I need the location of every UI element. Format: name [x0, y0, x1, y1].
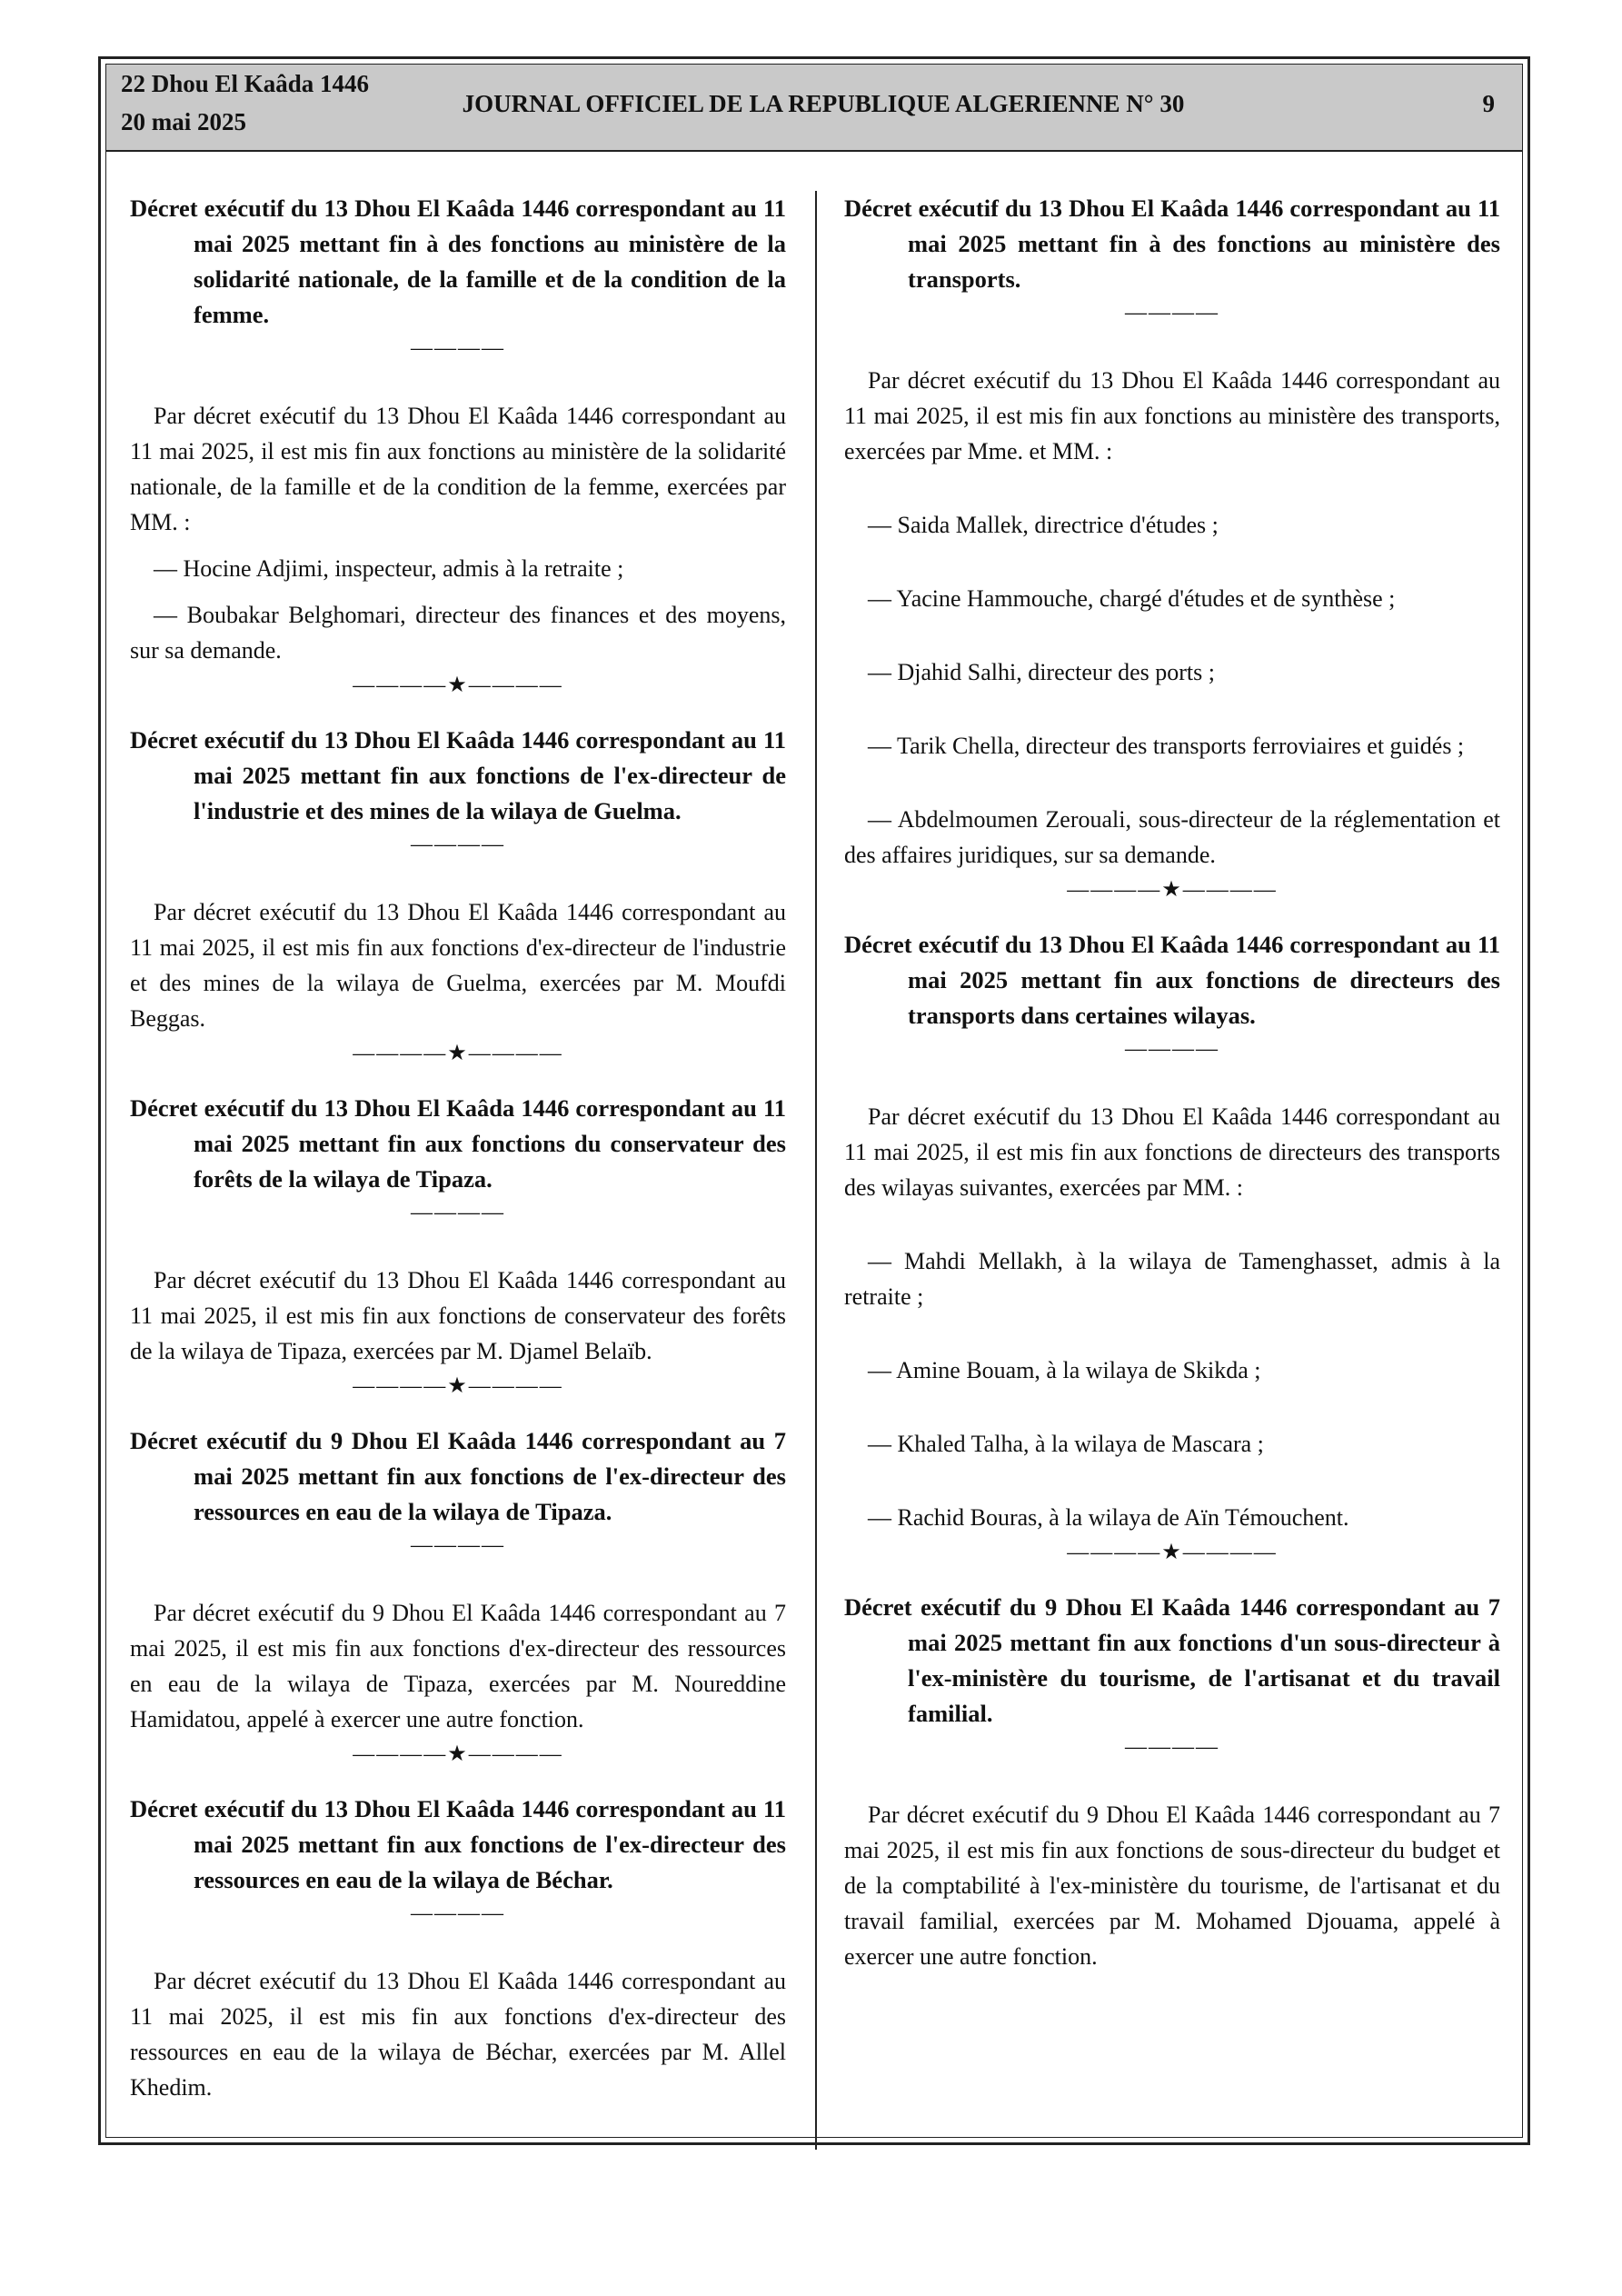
decree-body: Par décret exécutif du 9 Dhou El Kaâda 1446 correspondant au 7 mai 2025, il est mis fin aux fonctions de sous-directeur du budget et de la comptabilité à l'ex-ministère du tourisme, de l'artisanat et du travail familial, exercées par M. Mohamed Djouama, appelé à exercer une autre fonction.	[844, 1802, 1500, 1970]
list-item: — Saida Mallek, directrice d'études ;	[868, 512, 1219, 538]
star-separator: ————★————	[1067, 878, 1278, 902]
decree-title: Décret exécutif du 13 Dhou El Kaâda 1446 correspondant au 11 mai 2025 mettant fin aux fonctions de directeurs des transports dans certaines wilayas.	[844, 931, 1500, 1029]
star-separator: ————★————	[353, 674, 563, 697]
short-separator: ————	[1125, 1037, 1219, 1061]
decree-solidarite	[130, 191, 786, 699]
decree-tipaza-forets	[130, 1091, 786, 1400]
decree-body: Par décret exécutif du 13 Dhou El Kaâda 1446 correspondant au 11 mai 2025, il est mis fin aux fonctions au ministère de la solidarité nationale, de la famille et de la condition de la femme, exercées par MM. :	[130, 403, 786, 535]
decree-title: Décret exécutif du 13 Dhou El Kaâda 1446 correspondant au 11 mai 2025 mettant fin à des fonctions au ministère de la solidarité nationale, de la famille et de la condition de la femme.	[130, 195, 786, 328]
decree-body: Par décret exécutif du 13 Dhou El Kaâda 1446 correspondant au 11 mai 2025, il est mis fin aux fonctions d'ex-directeur des ressources en eau de la wilaya de Béchar, exercées par M. Allel Khedim.	[130, 1968, 786, 2101]
decree-body: Par décret exécutif du 9 Dhou El Kaâda 1446 correspondant au 7 mai 2025, il est mis fin aux fonctions d'ex-directeur des ressources en eau de la wilaya de Tipaza, exercées par M. Noureddine Hamidatou, appelé à exercer une autre fonction.	[130, 1600, 786, 1732]
decree-body: Par décret exécutif du 13 Dhou El Kaâda 1446 correspondant au 11 mai 2025, il est mis fin aux fonctions de conservateur des forêts de la wilaya de Tipaza, exercées par M. Djamel Belaïb.	[130, 1267, 786, 1364]
decree-tourisme	[844, 1590, 1500, 1974]
decree-title: Décret exécutif du 9 Dhou El Kaâda 1446 correspondant au 7 mai 2025 mettant fin aux fonctions de l'ex-directeur des ressources en eau de la wilaya de Tipaza.	[130, 1427, 786, 1525]
list-item: — Amine Bouam, à la wilaya de Skikda ;	[868, 1357, 1261, 1383]
star-separator: ————★————	[353, 1042, 563, 1065]
decree-body: Par décret exécutif du 13 Dhou El Kaâda 1446 correspondant au 11 mai 2025, il est mis fin aux fonctions de directeurs des transports des wilayas suivantes, exercées par MM. :	[844, 1103, 1500, 1201]
list-item: — Tarik Chella, directeur des transports ferroviaires et guidés ;	[868, 733, 1465, 759]
list-item: — Djahid Salhi, directeur des ports ;	[868, 659, 1215, 685]
list-item: — Khaled Talha, à la wilaya de Mascara ;	[868, 1431, 1264, 1457]
list-item: — Boubakar Belghomari, directeur des finances et des moyens, sur sa demande.	[130, 602, 786, 664]
decree-title: Décret exécutif du 13 Dhou El Kaâda 1446 correspondant au 11 mai 2025 mettant fin à des fonctions au ministère des transports.	[844, 195, 1500, 293]
left-column	[130, 191, 786, 2105]
star-separator: ————★————	[353, 1742, 563, 1766]
star-separator: ————★————	[1067, 1541, 1278, 1564]
list-item: — Hocine Adjimi, inspecteur, admis à la retraite ;	[154, 555, 624, 582]
short-separator: ————	[1125, 1735, 1219, 1759]
decree-directeurs-transports	[844, 927, 1500, 1566]
list-item: — Rachid Bouras, à la wilaya de Aïn Témouchent.	[868, 1504, 1349, 1531]
journal-title: JOURNAL OFFICIEL DE LA REPUBLIQUE ALGERIENNE N° 30	[462, 90, 1185, 117]
page-number: 9	[1482, 90, 1495, 117]
decree-tipaza-eau	[130, 1423, 786, 1768]
decree-title: Décret exécutif du 13 Dhou El Kaâda 1446 correspondant au 11 mai 2025 mettant fin aux fonctions du conservateur des forêts de la wilaya de Tipaza.	[130, 1094, 786, 1193]
short-separator: ————	[1125, 301, 1219, 324]
decree-title: Décret exécutif du 13 Dhou El Kaâda 1446 correspondant au 11 mai 2025 mettant fin aux fonctions de l'ex-directeur de l'industrie et des mines de la wilaya de Guelma.	[130, 726, 786, 824]
decree-bechar-eau	[130, 1792, 786, 2105]
decree-title: Décret exécutif du 9 Dhou El Kaâda 1446 correspondant au 7 mai 2025 mettant fin aux fonctions d'un sous-directeur à l'ex-ministère du tourisme, de l'artisanat et du travail familial.	[844, 1593, 1500, 1727]
list-item: — Mahdi Mellakh, à la wilaya de Tamenghasset, admis à la retraite ;	[844, 1248, 1500, 1310]
star-separator: ————★————	[353, 1374, 563, 1398]
decree-body: Par décret exécutif du 13 Dhou El Kaâda 1446 correspondant au 11 mai 2025, il est mis fin aux fonctions d'ex-directeur de l'industrie et des mines de la wilaya de Guelma, exercées par M. Moufdi Beggas.	[130, 899, 786, 1032]
short-separator: ————	[411, 1533, 505, 1557]
short-separator: ————	[411, 336, 505, 360]
decree-title: Décret exécutif du 13 Dhou El Kaâda 1446 correspondant au 11 mai 2025 mettant fin aux fonctions de l'ex-directeur des ressources en eau de la wilaya de Béchar.	[130, 1795, 786, 1893]
right-column	[844, 191, 1500, 1974]
column-divider	[815, 191, 817, 2150]
short-separator: ————	[411, 1201, 505, 1224]
header-date-gregorian: 20 mai 2025	[121, 108, 246, 135]
short-separator: ————	[411, 833, 505, 856]
decree-transports	[844, 191, 1500, 903]
list-item: — Abdelmoumen Zerouali, sous-directeur de la réglementation et des affaires juridiques, sur sa demande.	[844, 806, 1500, 868]
decree-guelma	[130, 723, 786, 1067]
list-item: — Yacine Hammouche, chargé d'études et de synthèse ;	[868, 585, 1396, 612]
header-date-hijri: 22 Dhou El Kaâda 1446	[121, 70, 370, 97]
short-separator: ————	[411, 1902, 505, 1925]
journal-header	[106, 65, 1522, 152]
decree-body: Par décret exécutif du 13 Dhou El Kaâda 1446 correspondant au 11 mai 2025, il est mis fin aux fonctions au ministère des transports, exercées par Mme. et MM. :	[844, 367, 1500, 464]
